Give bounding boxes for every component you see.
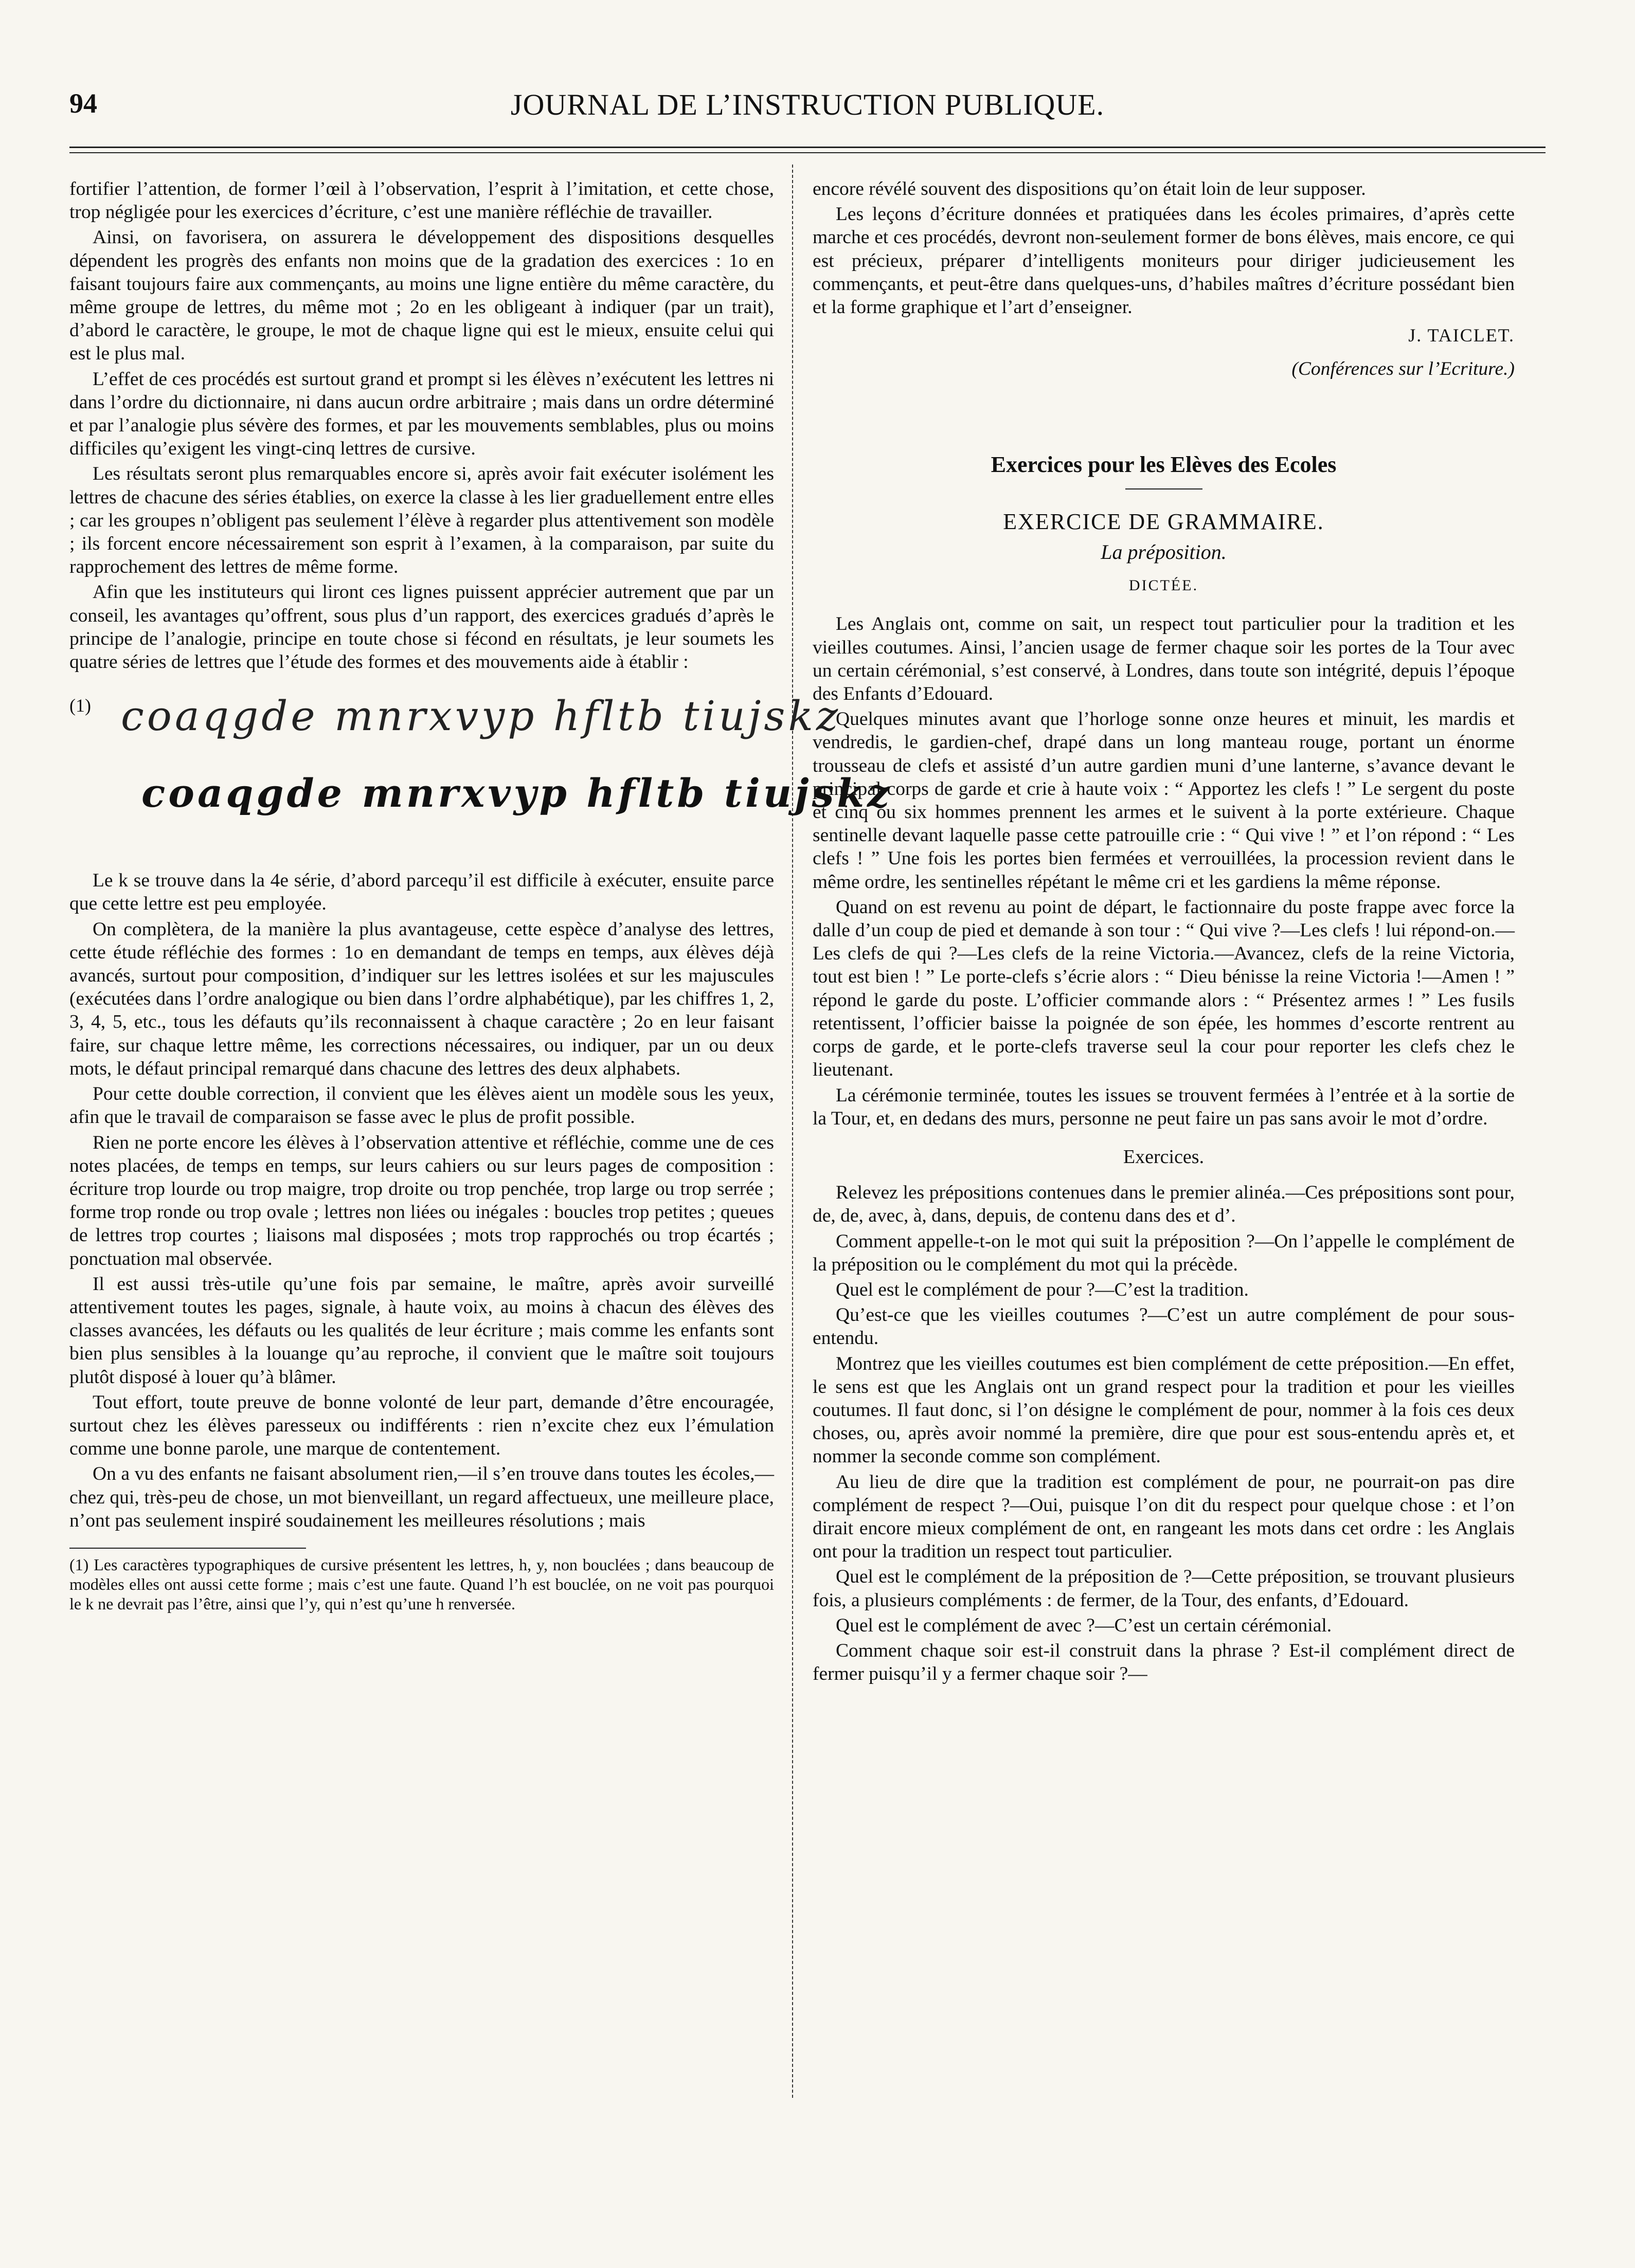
paragraph: Les leçons d’écriture données et pratiquées dans les écoles primaires, d’après cette marche et ces procédés, devront non-seulement former de bons élèves, mais encore, ce qui est précieux, préparer d’intelligents moniteurs pour diriger judicieusement les commençants, et peut-être dans quelques-uns, d’habiles maîtres d’écriture possédant bien et la forme graphique et l’art d’enseigner.	[813, 204, 1515, 318]
right-column	[813, 177, 1515, 1688]
dictee-label: DICTÉE.	[1128, 577, 1199, 594]
exercise-paragraph: Quel est le complément de la préposition de ?—Cette préposition, se trouvant plusieurs fois, a plusieurs compléments : de fermer, de la Tour, des enfants, d’Edouard.	[813, 1566, 1515, 1611]
header-rule	[69, 147, 1546, 148]
dictee-paragraph: Quand on est revenu au point de départ, le factionnaire du poste frappe avec force la dalle d’un coup de pied et demande à son tour : “ Qui vive ?—Les clefs ! lui répond-on.—Les clefs de qui ?—Les clefs de la reine Victoria.—Avancez, clefs de la reine Victoria, tout est bien ! ” Le porte-clefs s’écrie alors : “ Dieu bénisse la reine Victoria !—Amen ! ” répond le garde du poste. L’officier commande alors : “ Présentez armes ! ” Les fusils retentissent, l’officier baisse la poignée de son épée, les hommes d’escorte rentrent au corps de garde, et le porte-clefs traverse seul la cour pour reporter les clefs chez le lieutenant.	[813, 896, 1515, 1081]
paragraph: Tout effort, toute preuve de bonne volonté de leur part, demande d’être encouragée, surtout chez les élèves paresseux ou indifférents : rien n’excite chez eux l’émulation comme une bonne parole, une marque de contentement.	[69, 1391, 774, 1460]
page-number: 94	[69, 88, 97, 119]
footnote: (1) Les caractères typographiques de cursive présentent les lettres, h, y, non bouclées ; dans beaucoup de modèles elles ont aussi cette forme ; mais c’est une faute. Quand l’h est bouclée, on ne voit pas pourquoi le k ne devrait pas l’être, ainsi que l’y, qui n’est qu’une h renversée.	[69, 1555, 774, 1613]
header-rule-double	[69, 152, 1546, 153]
paragraph: L’effet de ces procédés est surtout grand et prompt si les élèves n’exécutent les lettres ni dans l’ordre du dictionnaire, ni dans aucun ordre arbitraire ; mais dans un ordre déterminé et par l’analogie plus sévère des formes, et par les mouvements semblables, plus ou moins difficiles qu’exigent les vingt-cinq lettres de cursive.	[69, 368, 774, 460]
exercise-paragraph: Qu’est-ce que les vieilles coutumes ?—C’est un autre complément de pour sous-entendu.	[813, 1304, 1515, 1349]
exercise-paragraph: Comment chaque soir est-il construit dans la phrase ? Est-il complément direct de fermer puisqu’il y a fermer chaque soir ?—	[813, 1640, 1515, 1685]
page-header	[69, 87, 1546, 139]
dictee-paragraph: Les Anglais ont, comme on sait, un respect tout particulier pour la tradition et les vieilles coutumes. Ainsi, l’ancien usage de fermer chaque soir les portes de la Tour avec un certain cérémonial, s’est conservé, à Londres, dans toute son intégrité, depuis l’époque des Enfants d’Edouard.	[813, 613, 1515, 705]
exercise-paragraph: Quel est le complément de avec ?—C’est un certain cérémonial.	[836, 1614, 1332, 1636]
paragraph: Pour cette double correction, il convient que les élèves aient un modèle sous les yeux, afin que le travail de comparaison se fasse avec le plus de profit possible.	[69, 1083, 774, 1128]
paragraph: Il est aussi très-utile qu’une fois par semaine, le maître, après avoir surveillé attentivement toutes les pages, signale, à haute voix, au moins à chacun des élèves des classes avancées, les défauts ou les qualités de leur écriture ; mais comme les enfants sont bien plus sensibles à la louange qu’au reproche, il convient que le maître soit toujours plutôt disposé à louer qu’à blâmer.	[69, 1273, 774, 1388]
paragraph: Le k se trouve dans la 4e série, d’abord parcequ’il est difficile à exécuter, ensuite parce que cette lettre est peu employée.	[69, 870, 774, 915]
footnote-rule	[69, 1548, 306, 1549]
paragraph: fortifier l’attention, de former l’œil à l’observation, l’esprit à l’imitation, et cette chose, trop négligée pour les exercices d’écriture, c’est une manière réfléchie de travailler.	[69, 178, 774, 223]
section-rule	[1125, 488, 1202, 489]
exercise-paragraph: Relevez les prépositions contenues dans le premier alinéa.—Ces prépositions sont pour, de, de, avec, à, dans, depuis, de contenu dans des et d’.	[813, 1182, 1515, 1227]
column-separator	[792, 165, 793, 2098]
footnote-marker: (1)	[69, 695, 91, 716]
paragraph: Afin que les instituteurs qui liront ces lignes puissent apprécier autrement que par un conseil, les avantages qu’offrent, sous plus d’un rapport, des exercices gradués d’après le principe de l’analogie, principe en toute chose si fécond en résultats, je leur soumets les quatre séries de lettres que l’étude des formes et des mouvements aide à établir :	[69, 582, 774, 673]
paragraph: Les résultats seront plus remarquables encore si, après avoir fait exécuter isolément les lettres de chacune des séries établies, on exerce la classe à les lier graduellement entre elles ; car les groupes n’obligent pas seulement l’élève à regarder plus attentivement son modèle ; ils forcent encore nécessairement son esprit à l’examen, à la comparaison, par suite du rapprochement des lettres de même forme.	[69, 463, 774, 578]
cursive-line-handwritten: coaqgde mnrxvyp hfltb tiujskz	[141, 770, 893, 817]
journal-title: JOURNAL DE L’INSTRUCTION PUBLIQUE.	[510, 88, 1105, 121]
paragraph: On a vu des enfants ne faisant absolument rien,—il s’en trouve dans toutes les écoles,—chez qui, très-peu de chose, un mot bienveillant, un regard affectueux, une meilleure place, n’ont pas seulement inspiré soudainement les meilleures résolutions ; mais	[69, 1463, 774, 1531]
exercise-paragraph: Au lieu de dire que la tradition est complément de pour, ne pourrait-on pas dire complément de respect ?—Oui, puisque l’on dit du respect pour quelque chose : et l’on dirait encore mieux complément de ont, en rangeant les mots dans cet ordre : les Anglais ont pour la tradition un respect tout particulier.	[813, 1471, 1515, 1563]
paragraph: Rien ne porte encore les élèves à l’observation attentive et réfléchie, comme une de ces notes placées, de temps en temps, sur leurs cahiers ou sur leurs pages de composition : écriture trop lourde ou trop maigre, trop droite ou trop penchée, trop large ou trop serrée ; forme trop ronde ou trop ovale ; lettres non liées ou inégales : boucles trop petites ; queues de lettres trop courtes ; liaisons mal disposées ; mots trop rapprochés ou trop écartés ; ponctuation mal observée.	[69, 1132, 774, 1269]
exercise-subtitle: La préposition.	[1101, 540, 1227, 564]
section-title: Exercices pour les Elèves des Ecoles	[991, 451, 1337, 477]
exercise-paragraph: Quel est le complément de pour ?—C’est la tradition.	[836, 1279, 1249, 1300]
source-citation: (Conférences sur l’Ecriture.)	[1291, 358, 1515, 380]
dictee-paragraph: La cérémonie terminée, toutes les issues se trouvent fermées à l’entrée et à la sortie de la Tour, et, en dedans des murs, personne ne peut faire un pas sans avoir le mot d’ordre.	[813, 1084, 1515, 1129]
cursive-line-printed: coaqgde mnrxvyp hfltb tiujskz	[121, 692, 841, 740]
paragraph: On complètera, de la manière la plus avantageuse, cette espèce d’analyse des lettres, cette étude réfléchie des formes : 1o en demandant de temps en temps, aux élèves déjà avancés, surtout pour composition, d’indiquer sur les lettres isolées et sur les majuscules (exécutées dans l’ordre analogique ou bien dans l’ordre alphabétique), par les chiffres 1, 2, 3, 4, 5, etc., tous les défauts qu’ils reconnaissent à chaque caractère ; 2o en leur faisant faire, sur chaque lettre même, les corrections nécessaires, ou indiquer, par un ou deux mots, le défaut principal remarqué dans chacune des lettres des deux alphabets.	[69, 918, 774, 1079]
exercise-paragraph: Montrez que les vieilles coutumes est bien complément de cette préposition.—En effet, le sens est que les Anglais ont un grand respect pour la tradition et pour les vieilles coutumes. Il faut donc, si l’on désigne le complément de pour, nommer à la fois ces deux choses, ou, après avoir nommé la première, dire que pour est sous-entendu après et, et nommer la seconde comme son complément.	[813, 1353, 1515, 1467]
exercices-label: Exercices.	[1123, 1146, 1205, 1168]
paragraph: encore révélé souvent des dispositions qu’on était loin de leur supposer.	[813, 178, 1366, 199]
dictee-paragraph: Quelques minutes avant que l’horloge sonne onze heures et minuit, les mardis et vendredis, le gardien-chef, drapé dans un long manteau rouge, portant un énorme trousseau de clefs et assisté d’un autre gardien muni d’une lanterne, s’avance devant le principal corps de garde et crie à haute voix : “ Apportez les clefs ! ” Le sergent du poste et cinq ou six hommes prennent les armes et le suivent à la porte extérieure. Chaque sentinelle devant laquelle passe cette patrouille crie : “ Qui vive ! ” et l’on répond : “ Les clefs ! ” Une fois les portes bien fermées et verrouillées, la procession revient dans le même ordre, les sentinelles répétant le même cri et les gardiens la même réponse.	[813, 709, 1515, 893]
exercise-title: EXERCICE DE GRAMMAIRE.	[1003, 509, 1324, 534]
paragraph: Ainsi, on favorisera, on assurera le développement des dispositions desquelles dépendent les progrès des enfants non moins que de la gradation des exercices : 1o en faisant toujours faire aux commençants, au moins une ligne entière du même caractère, du même groupe de lettres, du même mot ; 2o en les obligeant à indiquer (par un trait), d’abord le caractère, le groupe, le mot de chaque ligne qui est le mieux, ensuite celui qui est le plus mal.	[69, 227, 774, 365]
cursive-letter-series	[69, 692, 893, 854]
author-signature: J. TAICLET.	[1408, 325, 1515, 346]
left-column	[69, 177, 893, 1613]
exercise-paragraph: Comment appelle-t-on le mot qui suit la préposition ?—On l’appelle le complément de la préposition ou le complément du mot qui la précède.	[813, 1230, 1515, 1275]
